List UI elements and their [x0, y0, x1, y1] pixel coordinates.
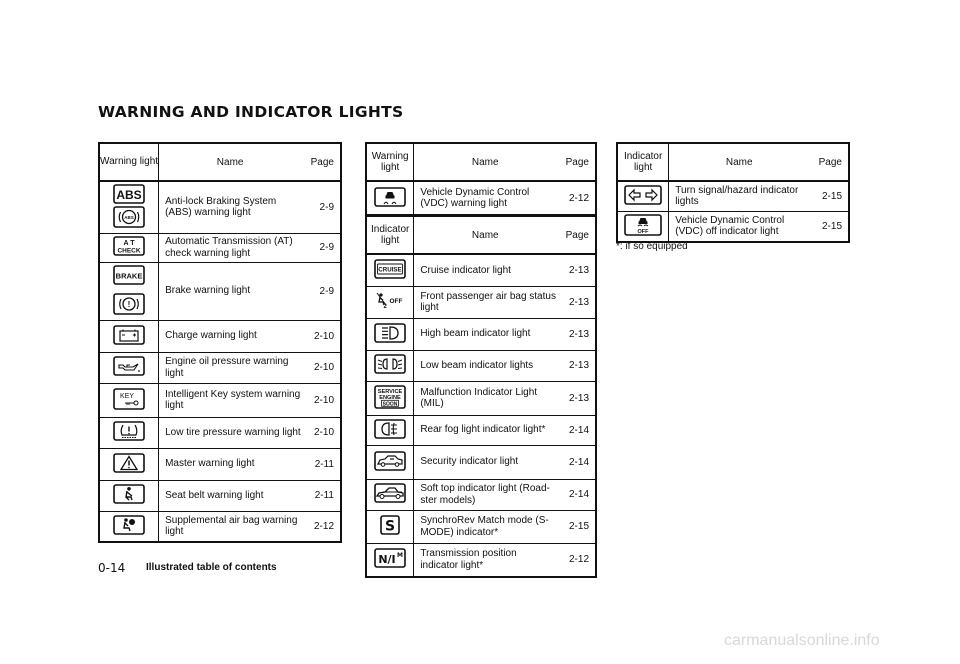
- svg-text:N/I: N/I: [378, 553, 396, 567]
- page-ref: 2-15: [556, 510, 596, 543]
- svg-text:SOON: SOON: [382, 401, 398, 407]
- svg-text:OFF: OFF: [389, 297, 403, 305]
- svg-text:ENGINE: ENGINE: [379, 394, 401, 401]
- light-name: Charge warning light: [159, 320, 302, 352]
- vdc-off-icon: [623, 214, 663, 236]
- table-row: [99, 480, 341, 511]
- page-ref: 2-15: [809, 181, 849, 211]
- page-ref: 2-11: [301, 448, 341, 480]
- light-name: SynchroRev Match mode (S-MODE) indicator*: [414, 510, 556, 543]
- soft-top-icon: [373, 483, 407, 503]
- indicator-lights-table-right: [616, 142, 850, 243]
- warning-lights-table: [98, 142, 342, 543]
- table-row: [99, 511, 341, 542]
- column-header-page: Page: [809, 143, 849, 181]
- brake-icon: [112, 265, 146, 315]
- light-name: Front passenger air bag status light: [414, 286, 556, 318]
- table-row: [366, 181, 596, 215]
- page-ref: 2-14: [556, 415, 596, 445]
- column-header-name: Name: [159, 143, 302, 181]
- synchrorev-icon: [373, 515, 407, 535]
- column-header-warning-light: Warning light: [99, 143, 159, 181]
- column-header-indicator-light: Indicator light: [366, 216, 414, 254]
- column-header-page: Page: [301, 143, 341, 181]
- table-row: [99, 181, 341, 233]
- svg-text:2: 2: [383, 303, 387, 310]
- column-header-warning-light: Warning light: [366, 143, 414, 181]
- table-row: [366, 543, 596, 577]
- column-header-page: Page: [556, 216, 596, 254]
- table-row: [366, 350, 596, 381]
- high-beam-icon: [373, 323, 407, 343]
- page-ref: 2-12: [556, 543, 596, 577]
- light-name: Automatic Transmission (AT) check warning light: [159, 233, 302, 262]
- table-row: [366, 445, 596, 479]
- page-ref: 2-9: [301, 181, 341, 233]
- master-warning-icon: [112, 453, 146, 473]
- page-number: 0-14: [98, 561, 126, 575]
- page-ref: 2-9: [301, 233, 341, 262]
- page-ref: 2-12: [556, 181, 596, 215]
- cruise-icon: [373, 259, 407, 279]
- transmission-position-icon: [373, 548, 407, 568]
- security-car-icon: [373, 451, 407, 471]
- page-ref: 2-10: [301, 320, 341, 352]
- light-name: Malfunction Indicator Light (MIL): [414, 381, 556, 415]
- light-name: Low beam indicator lights: [414, 350, 556, 381]
- rear-fog-icon: [373, 419, 407, 439]
- light-name: Security indicator light: [414, 445, 556, 479]
- table-row: [99, 417, 341, 448]
- light-name: Rear fog light indicator light*: [414, 415, 556, 445]
- battery-icon: [112, 325, 146, 345]
- table-row: [99, 383, 341, 417]
- at-check-icon: [112, 236, 146, 256]
- light-name: Low tire pressure warning light: [159, 417, 302, 448]
- airbag-icon: [112, 515, 146, 535]
- vdc-warning-table: [365, 142, 597, 216]
- light-name: Turn signal/hazard indicator lights: [669, 181, 809, 211]
- column-header-name: Name: [414, 143, 556, 181]
- footnote: *: if so equipped: [616, 241, 688, 252]
- light-name: Transmission position indicator light*: [414, 543, 556, 577]
- oil-can-icon: [112, 356, 146, 376]
- tire-pressure-icon: [112, 421, 146, 441]
- light-name: Master warning light: [159, 448, 302, 480]
- vdc-icon: [373, 187, 407, 207]
- page-ref: 2-9: [301, 262, 341, 320]
- svg-text:A T: A T: [123, 240, 135, 247]
- page-heading: WARNING AND INDICATOR LIGHTS: [98, 103, 404, 121]
- table-row: [99, 262, 341, 320]
- svg-text:CRUISE: CRUISE: [378, 266, 402, 274]
- light-name: Cruise indicator light: [414, 254, 556, 286]
- table-row: [617, 181, 849, 211]
- table-row: [366, 318, 596, 350]
- page-ref: 2-14: [556, 445, 596, 479]
- page-ref: 2-13: [556, 350, 596, 381]
- table-row: [366, 286, 596, 318]
- svg-text:ABS: ABS: [124, 214, 134, 220]
- page-ref: 2-14: [556, 479, 596, 510]
- light-name: Vehicle Dynamic Control (VDC) off indicator light: [669, 211, 809, 242]
- table-row: [99, 320, 341, 352]
- svg-text:SERVICE: SERVICE: [377, 388, 403, 395]
- page-ref: 2-10: [301, 383, 341, 417]
- light-name: Supplemental air bag warning light: [159, 511, 302, 542]
- passenger-airbag-off-icon: [373, 291, 407, 311]
- light-name: Seat belt warning light: [159, 480, 302, 511]
- light-name: Soft top indicator light (Road-ster models): [414, 479, 556, 510]
- light-name: Vehicle Dynamic Control (VDC) warning light: [414, 181, 556, 215]
- table-row: [99, 448, 341, 480]
- page-ref: 2-10: [301, 352, 341, 383]
- svg-text:M: M: [397, 552, 404, 560]
- light-name: Brake warning light: [159, 262, 302, 320]
- table-row: [366, 479, 596, 510]
- column-header-indicator-light: Indicator light: [617, 143, 669, 181]
- table-row: [366, 415, 596, 445]
- light-name: High beam indicator light: [414, 318, 556, 350]
- table-row: [617, 211, 849, 242]
- column-header-name: Name: [414, 216, 556, 254]
- page-ref: 2-13: [556, 286, 596, 318]
- light-name: Engine oil pressure warning light: [159, 352, 302, 383]
- low-beam-icon: [373, 354, 407, 374]
- table-row: [366, 510, 596, 543]
- page-ref: 2-12: [301, 511, 341, 542]
- indicator-lights-table: [365, 215, 597, 578]
- service-engine-soon-icon: [373, 385, 407, 409]
- column-header-page: Page: [556, 143, 596, 181]
- table-row: [366, 254, 596, 286]
- page-ref: 2-13: [556, 254, 596, 286]
- seat-belt-icon: [112, 484, 146, 504]
- table-row: [99, 233, 341, 262]
- page-ref: 2-11: [301, 480, 341, 511]
- table-row: [366, 381, 596, 415]
- svg-text:!: !: [127, 299, 131, 309]
- turn-signal-icon: [623, 185, 663, 205]
- page-ref: 2-10: [301, 417, 341, 448]
- section-title: Illustrated table of contents: [146, 562, 277, 573]
- svg-text:BRAKE: BRAKE: [115, 271, 143, 280]
- page-ref: 2-13: [556, 318, 596, 350]
- watermark: carmanualsonline.info: [724, 632, 880, 649]
- svg-text:OFF: OFF: [637, 228, 649, 235]
- abs-icon: [112, 184, 146, 228]
- page-ref: 2-15: [809, 211, 849, 242]
- key-icon: [112, 388, 146, 410]
- svg-text:ABS: ABS: [116, 187, 142, 202]
- page-ref: 2-13: [556, 381, 596, 415]
- light-name: Anti-lock Braking System (ABS) warning light: [159, 181, 302, 233]
- table-row: [99, 352, 341, 383]
- svg-text:S: S: [385, 518, 396, 535]
- column-header-name: Name: [669, 143, 809, 181]
- svg-text:CHECK: CHECK: [117, 247, 141, 255]
- svg-text:KEY: KEY: [120, 392, 135, 400]
- light-name: Intelligent Key system warning light: [159, 383, 302, 417]
